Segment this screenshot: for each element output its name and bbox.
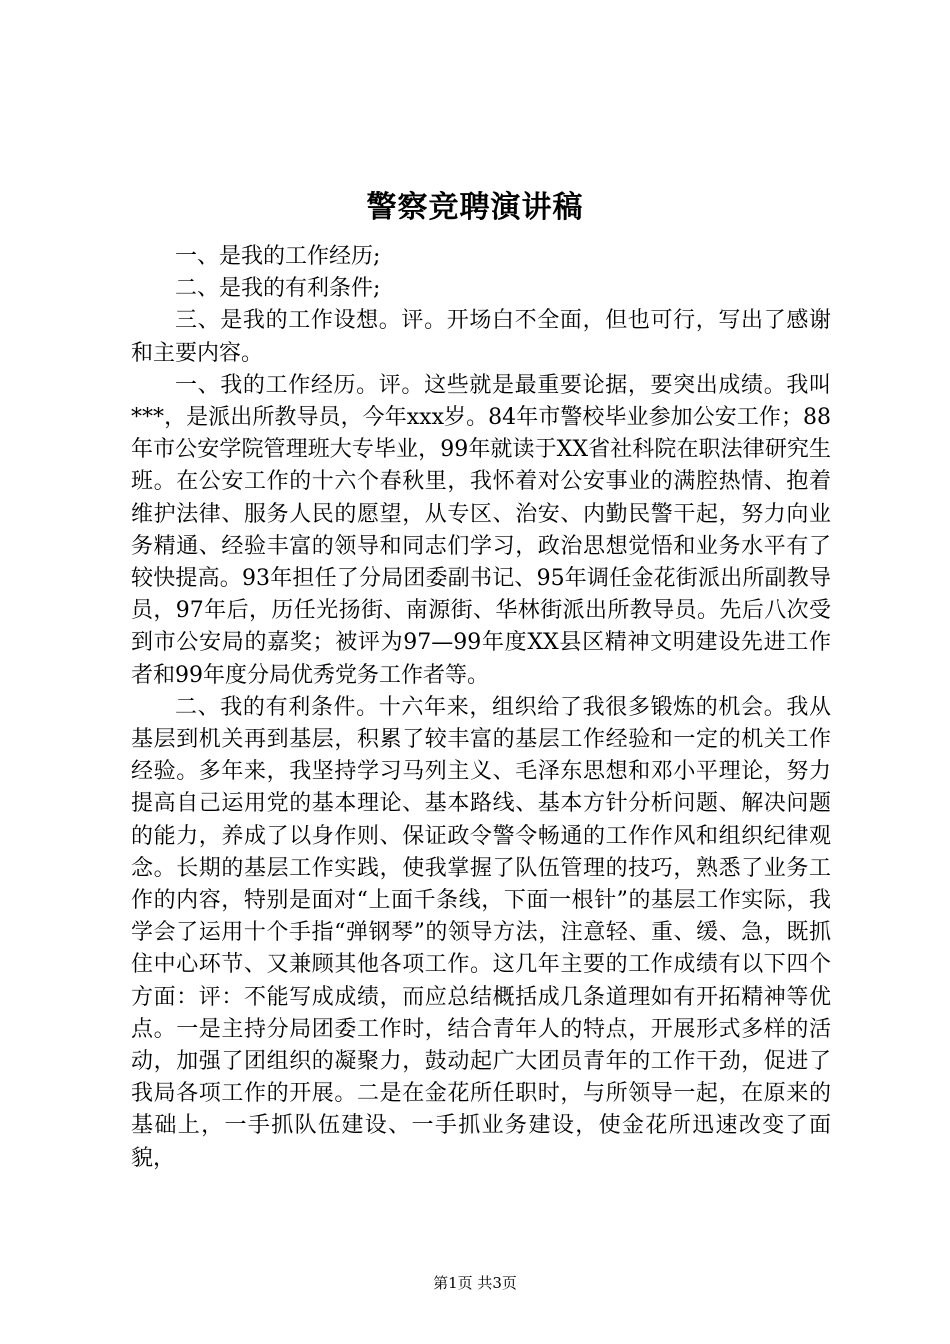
document-body [131,241,831,1175]
paragraph: 二、是我的有利条件; [175,276,381,302]
document-title: 警察竞聘演讲稿 [366,190,584,225]
page-number: 第1页 共3页 [433,1274,517,1292]
paragraph: 三、是我的工作设想。评。开场白不全面，但也可行，写出了感谢和主要内容。 [131,308,831,366]
paragraph: 一、是我的工作经历; [175,244,381,269]
paragraph: 二、我的有利条件。十六年来，组织给了我很多锻炼的机会。我从基层到机关再到基层，积累了较丰富的基层工作经验和一定的机关工作经验。多年来，我坚持学习马列主义、毛泽东思想和邓小平理论，努力提高自己运用党的基本理论、基本路线、基本方针分析问题、解决问题的能力，养成了以身作则、保证政令警令畅通的工作作风和组织纪律观念。长期的基层工作实践，使我掌握了队伍管理的技巧，熟悉了业务工作的内容，特别是面对“上面千条线，下面一根针”的基层工作实际，我学会了运用十个手指“弹钢琴”的领导方法，注意轻、重、缓、急，既抓住中心环节、又兼顾其他各项工作。这几年主要的工作成绩有以下四个方面：评：不能写成成绩，而应总结概括成几条道理如有开拓精神等优点。一是主持分局团委工作时，结合青年人的特点，开展形式多样的活动，加强了团组织的凝聚力，鼓动起广大团员青年的工作干劲，促进了我局各项工作的开展。二是在金花所任职时，与所领导一起，在原来的基础上，一手抓队伍建设、一手抓业务建设，使金花所迅速改变了面貌， [131,694,831,1171]
paragraph: 一、我的工作经历。评。这些就是最重要论据，要突出成绩。我叫***，是派出所教导员，今年xxx岁。84年市警校毕业参加公安工作；88年市公安学院管理班大专毕业，99年就读于XX省社科院在职法律研究生班。在公安工作的十六个春秋里，我怀着对公安事业的满腔热情、抱着维护法律、服务人民的愿望，从专区、治安、内勤民警干起，努力向业务精通、经验丰富的领导和同志们学习，政治思想觉悟和业务水平有了较快提高。93年担任了分局团委副书记、95年调任金花街派出所副教导员，97年后，历任光扬街、南源街、华林街派出所教导员。先后八次受到市公安局的嘉奖；被评为97—99年度XX县区精神文明建设先进工作者和99年度分局优秀党务工作者等。 [131,372,831,688]
